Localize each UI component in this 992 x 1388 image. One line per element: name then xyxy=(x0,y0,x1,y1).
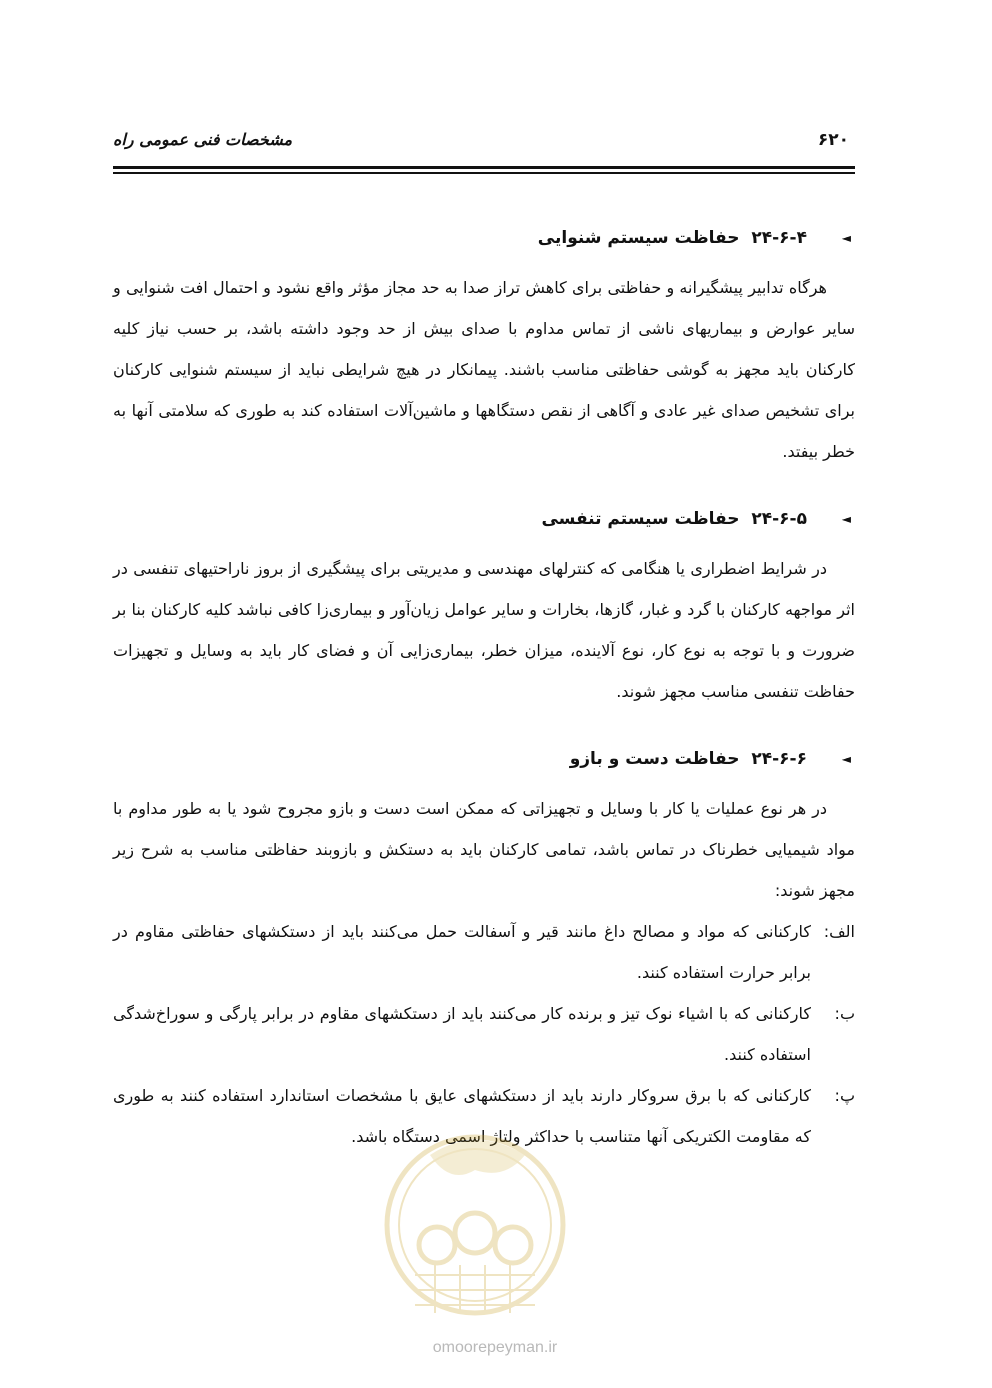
section-heading xyxy=(113,739,855,780)
list-item-label: الف: xyxy=(823,922,855,941)
list-item-label: ب: xyxy=(834,1004,855,1023)
bullet-arrow-icon: ◄ xyxy=(841,752,851,766)
watermark-seal-logo xyxy=(375,1115,575,1325)
section-title: حفاظت سیستم شنوایی xyxy=(537,228,740,248)
watermark-url: omoorepeyman.ir xyxy=(432,1339,558,1356)
list-item-text: کارکنانی که با اشیاء نوک تیز و برنده کار می‌کنند باید از دستکشهای مقاوم در برابر پارگی و سوراخ‌شدگی استفاده کنند. xyxy=(113,1004,811,1064)
section-heading xyxy=(113,499,855,540)
section-paragraph: در هر نوع عملیات یا کار با وسایل و تجهیزاتی که ممکن است دست و بازو مجروح شود یا به طور مداوم با مواد شیمیایی خطرناک در تماس باشد، تمامی کارکنان باید به دستکش و بازوبند حفاظتی مناسب به شرح زیر مجهز شوند: xyxy=(113,799,855,900)
header-rule-thick xyxy=(113,166,855,169)
list-item xyxy=(113,993,855,1075)
section-number: ۲۴-۶-۶ xyxy=(751,749,807,769)
section-paragraph: هرگاه تدابیر پیشگیرانه و حفاظتی برای کاهش تراز صدا به حد مجاز مؤثر واقع نشود و احتمال افت شنوایی و سایر عوارض و بیماریهای ناشی از تماس مداوم با صدای بیش از حد وجود داشته باشد، بر حسب نیاز کلیه کارکنان باید مجهز به گوشی حفاظتی مناسب باشند. پیمانکار در هیچ شرایطی نباید از سیستم شنوایی کارکنان برای تشخیص صدای غیر عادی و آگاهی از نقص دستگاهها و ماشین‌آلات استفاده کند به طوری که سلامتی آنها به خطر بیفتد. xyxy=(113,278,855,461)
section-number: ۲۴-۶-۵ xyxy=(751,509,807,529)
page-number: ۶۲۰ xyxy=(817,130,849,150)
section-title: حفاظت دست و بازو xyxy=(569,749,740,769)
list-item-label: پ: xyxy=(834,1086,855,1105)
bullet-arrow-icon: ◄ xyxy=(841,231,851,245)
book-title: مشخصات فنی عمومی راه xyxy=(113,130,293,149)
list-item-text: کارکنانی که مواد و مصالح داغ مانند قیر و آسفالت حمل می‌کنند باید از دستکشهای حفاظتی مقاوم در برابر حرارت استفاده کنند. xyxy=(113,922,811,982)
bullet-arrow-icon: ◄ xyxy=(841,512,851,526)
section-paragraph: در شرایط اضطراری یا هنگامی که کنترلهای مهندسی و مدیریتی برای پیشگیری از بروز ناراحتیهای تنفسی در اثر مواجهه کارکنان با گرد و غبار، گازها، بخارات و سایر عوامل زیان‌آور و بیماری‌زا کافی نباشد کلیه کارکنان بنا بر ضرورت و با توجه به نوع کار، نوع آلاینده، میزان خطر، بیماری‌زایی آن و فضای کار باید به وسایل و تجهیزات حفاظت تنفسی مناسب مجهز شوند. xyxy=(113,559,855,701)
header-rule-thin xyxy=(113,172,855,174)
section-heading xyxy=(113,218,855,259)
section-number: ۲۴-۶-۴ xyxy=(751,228,807,248)
page-header xyxy=(113,130,853,160)
list-item-text: کارکنانی که با برق سروکار دارند باید از دستکشهای عایق با مشخصات استاندارد استفاده کنند به طوری که مقاومت الکتریکی آنها متناسب با حداکثر ولتاژ اسمی دستگاه باشد. xyxy=(113,1086,811,1146)
section-title: حفاظت سیستم تنفسی xyxy=(541,509,740,529)
page-body xyxy=(113,218,855,1157)
list-item xyxy=(113,911,855,993)
